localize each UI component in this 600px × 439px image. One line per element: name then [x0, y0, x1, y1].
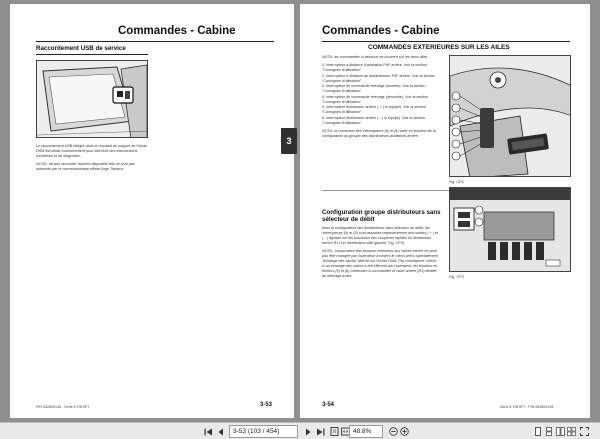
list-item: 4. Interrupteur de commande relevage (descente). Voir la section "Consignes d'utilisation". — [322, 94, 429, 104]
fullscreen-icon[interactable] — [578, 426, 590, 437]
title-rule — [36, 41, 274, 42]
first-page-icon[interactable] — [202, 426, 214, 437]
list-item: 6. Interrupteur distributeur arrière ( - ) ie equipé). Voir la section "Consignes d'utilisation". — [322, 115, 426, 125]
list-item: 1. Interrupteur à distance d'activation PdF arrière. Voir la section "Consignes d'utilisation". — [322, 63, 427, 72]
prev-page-icon[interactable] — [215, 426, 227, 437]
distributor-paragraph: Avec la configuration des distributeurs sans sélecteur de débit, les interrupteurs (5) et (6) sont associés respectivement aux sorties ( + ) et ( - ) figurant sur les bouchons des coupleurs rapides du distributeur arrière R1 (1er distributeur côté gauche, Fig. CP3). — [322, 226, 438, 245]
page-footer: Série 6 VSHIFT - P/N 952800145 — [500, 405, 554, 409]
title-rule — [322, 41, 570, 42]
controls-list — [322, 63, 440, 126]
distributor-figure — [449, 187, 571, 272]
right-page — [300, 4, 590, 418]
page-title: Commandes - Cabine — [118, 25, 236, 37]
list-item: 3. Interrupteur de commande relevage (montée). Voir la section "Consignes d'utilisation". — [322, 84, 426, 93]
fender-controls-figure — [449, 55, 571, 177]
usb-note: NOTA : ne pas raccorder d'autres dispositifs tels ne sont pas autorisés par le concessionnaire officiel Argo Tractors. — [36, 162, 135, 171]
section-title: Configuration groupe distributeurs sans sélecteur de débit — [322, 209, 441, 223]
left-page — [10, 4, 294, 418]
list-item: 2. Interrupteur à distance de désactivation PdF arrière. Voir la section "Consignes d'utilisation". — [322, 73, 436, 83]
distributor-note: NOTA : l'association des boutons extérieurs aux valves arrière ne peut pas être changée par l'opérateur à travers le menu prévu spécialement "échange des valves" affiché sur l'écran DSM. Par conséquent, même si un échange des valves a été effectué par l'opérateur, les boutons ex-térieurs (5) et (6) continuent à commander la valve arrière (R1) dédiée au relevage avant. — [322, 249, 439, 278]
section-title: Raccordement USB de service — [36, 45, 126, 52]
page-number: 3-54 — [322, 402, 335, 408]
page-number-input[interactable]: 3-53 (103 / 454) — [229, 425, 298, 438]
two-page-continuous-view-icon[interactable] — [565, 426, 577, 437]
list-item: 5. Interrupteur distributeur arrière ( + ) ie equipé). Voir la section "Consignes d'utilisation". — [322, 105, 427, 114]
zoom-in-icon[interactable] — [398, 426, 410, 437]
section-rule — [36, 54, 148, 55]
page-title: Commandes - Cabine — [322, 25, 440, 37]
usb-port-figure — [36, 60, 148, 138]
figure-caption: Fig. CP1 — [449, 180, 464, 184]
fender-controls-illustration — [450, 56, 571, 177]
zoom-input[interactable]: 48.8% — [349, 425, 383, 438]
usb-description — [36, 144, 148, 173]
page-number: 3-53 — [260, 402, 273, 408]
page-footer: P/N 952800145 - Série 6 VSHIFT — [36, 405, 90, 409]
figure-caption: Fig. CP3 — [449, 275, 464, 279]
last-page-icon[interactable] — [314, 426, 326, 437]
section-title: COMMANDES EXTERIEURES SUR LES AILES — [368, 44, 510, 51]
usb-paragraph: Le raccordement USB intégré dans le montant du support de l'écran DSM est utilisé exclusivement pour des buts des interventions d'entretien et de diagnostic. — [36, 144, 148, 158]
distributor-description — [322, 226, 440, 280]
intro-note: NOTA: les commandes ci-dessous se trouvent sur les deux ailes. — [322, 55, 429, 59]
distributor-illustration — [450, 188, 571, 272]
controls-description — [322, 55, 440, 140]
chapter-tab: 3 — [281, 128, 297, 154]
usb-port-illustration — [37, 61, 148, 138]
next-page-icon[interactable] — [302, 426, 314, 437]
connection-note: NOTA: la connexion des interrupteurs (5) et (6) varie en fonction de la configuration du groupe des distributeurs auxiliaires arrière. — [322, 128, 436, 138]
viewer-toolbar — [0, 422, 600, 439]
